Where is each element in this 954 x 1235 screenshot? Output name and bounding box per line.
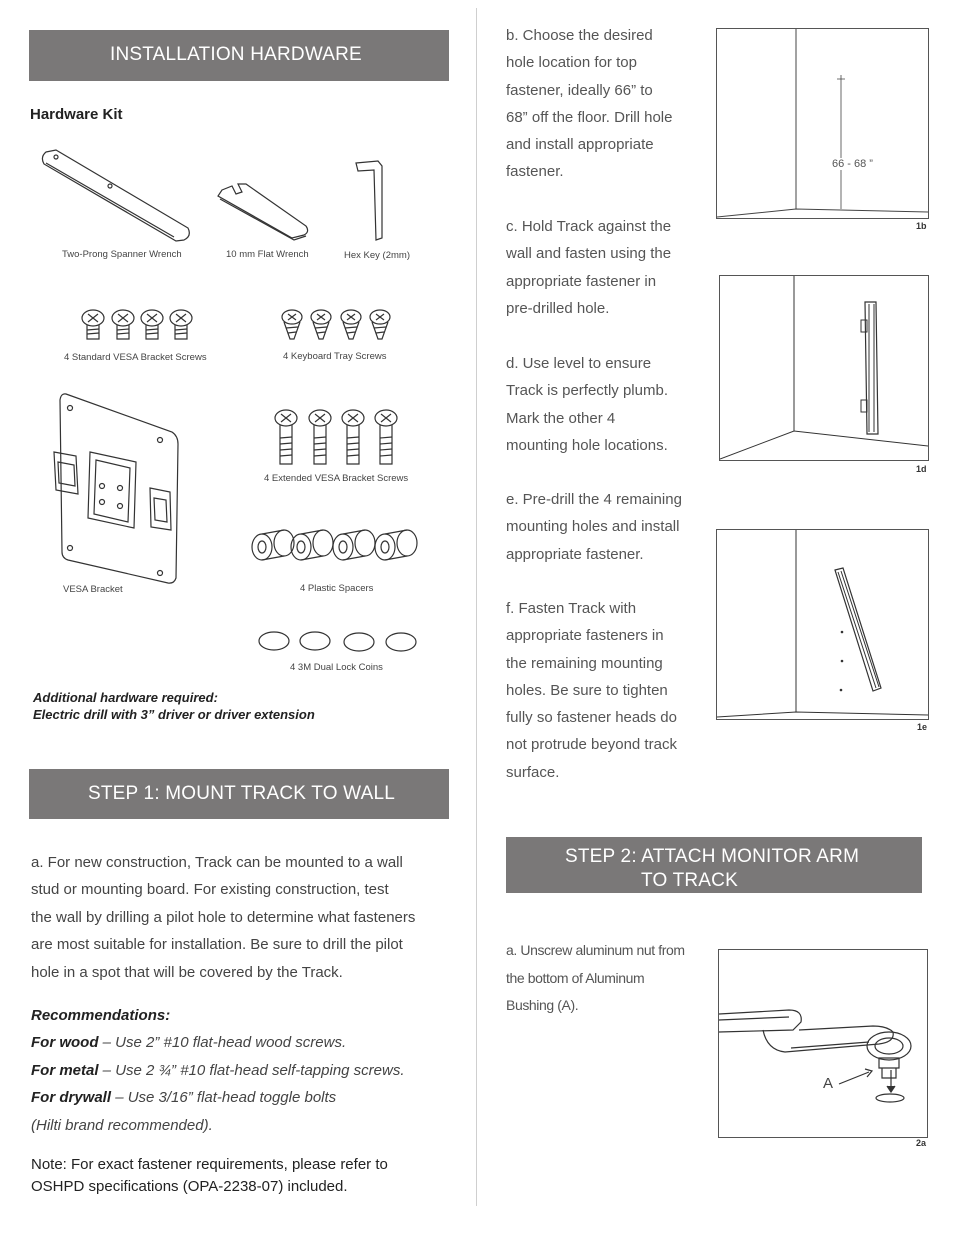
figure-1b-tag: 1b [916, 221, 927, 231]
step1-banner [29, 769, 449, 819]
label-extended-screws: 4 Extended VESA Bracket Screws [264, 473, 409, 484]
step-e-line: e. Pre-drill the 4 remaining [506, 491, 682, 508]
step-c-text [506, 213, 706, 322]
recommendations-title: Recommendations: [31, 1007, 171, 1024]
dual-lock-coins-image [259, 632, 416, 651]
hardware-kit-title: Hardware Kit [30, 106, 123, 123]
hardware-illustrations [0, 140, 470, 680]
plastic-spacers-image [252, 530, 417, 560]
step-c-line: wall and fasten using the [506, 245, 672, 263]
vesa-bracket-image [54, 394, 178, 583]
step2-a-line: the bottom of Aluminum [506, 969, 645, 986]
step-e-text [506, 486, 706, 568]
rec-metal [31, 1057, 461, 1084]
step-b-line: hole location for top [506, 54, 637, 72]
figure-1d [719, 275, 929, 461]
step-f-line: not protrude beyond track [506, 736, 677, 754]
label-keyboard-screws: 4 Keyboard Tray Screws [283, 351, 387, 362]
step1-a-line: the wall by drilling a pilot hole to determine what fasteners [31, 908, 416, 926]
figure-1b [716, 28, 929, 219]
step1-a-line: are most suitable for installation. Be sure to drill the pilot [31, 936, 403, 954]
step-b-text [506, 22, 706, 186]
keyboard-screws-image [282, 310, 390, 339]
step-c-line: c. Hold Track against the [506, 218, 672, 235]
step-f-line: fully so fastener heads do [506, 709, 677, 727]
spanner-wrench-image [42, 150, 189, 241]
column-divider [476, 8, 477, 1206]
extended-screws-image [275, 410, 397, 464]
step-b-line: 68” off the floor. Drill hole [506, 108, 673, 126]
figure-1e-tag: 1e [917, 722, 928, 732]
step-f-text [506, 595, 706, 786]
step-f-line: f. Fasten Track with [506, 600, 637, 617]
label-vesa-bracket: VESA Bracket [63, 584, 123, 595]
step-b-line: fastener, ideally 66” to [506, 81, 653, 99]
label-plastic-spacers: 4 Plastic Spacers [300, 583, 374, 594]
label-flat-wrench: 10 mm Flat Wrench [226, 249, 309, 260]
step2-a-line: Bushing (A). [506, 997, 579, 1013]
step-f-line: appropriate fasteners in [506, 627, 664, 645]
rec-drywall-label: For drywall [31, 1089, 112, 1107]
additional-line-1: Additional hardware required: [33, 690, 218, 705]
step-e-line: appropriate fastener. [506, 545, 644, 563]
flat-wrench-image [218, 184, 308, 240]
figure-1e-drawing [717, 530, 928, 719]
step-d-text [506, 350, 706, 459]
note-line-1: Note: For exact fastener requirements, please refer to [31, 1156, 388, 1173]
label-standard-screws: 4 Standard VESA Bracket Screws [64, 352, 207, 363]
standard-screws-image [82, 310, 192, 339]
rec-wood-label: For wood [31, 1034, 99, 1052]
oshpd-note [31, 1154, 388, 1198]
step-d-line: mounting hole locations. [506, 436, 668, 454]
step-b-line: fastener. [506, 163, 564, 181]
step2-banner [506, 837, 922, 893]
additional-hardware-note [33, 689, 315, 723]
label-hex-key: Hex Key (2mm) [344, 250, 410, 261]
step2-a-text [506, 937, 711, 1020]
step2-a-line: a. Unscrew aluminum nut from [506, 942, 685, 958]
rec-drywall-text-2: (Hilti brand recommended). [31, 1116, 213, 1134]
note-line-2: OSHPD specifications (OPA-2238-07) included. [31, 1178, 348, 1195]
step-c-line: appropriate fastener in [506, 272, 657, 290]
figure-1b-dimension: 66 - 68 ” [832, 158, 873, 170]
figure-2a-drawing [719, 950, 927, 1137]
rec-wood [31, 1029, 461, 1056]
step-d-line: d. Use level to ensure [506, 355, 652, 372]
hex-key-image [356, 161, 382, 240]
step1-a-line: hole in a spot that will be covered by the Track. [31, 963, 343, 981]
step-f-line: holes. Be sure to tighten [506, 681, 668, 699]
step1-a-line: stud or mounting board. For existing construction, test [31, 881, 389, 899]
installation-hardware-banner [29, 30, 449, 81]
step-b-line: and install appropriate [506, 136, 654, 154]
label-dual-lock-coins: 4 3M Dual Lock Coins [290, 662, 383, 673]
figure-2a-tag: 2a [916, 1138, 927, 1148]
additional-line-2: Electric drill with 3” driver or driver extension [33, 707, 315, 722]
step-e-line: mounting holes and install [506, 518, 680, 536]
figure-1b-drawing [717, 29, 928, 218]
step1-a-text [31, 849, 461, 986]
rec-metal-label: For metal [31, 1061, 99, 1079]
step-b-line: b. Choose the desired [506, 27, 653, 44]
figure-1e [716, 529, 929, 720]
step1-a-line: a. For new construction, Track can be mounted to a wall [31, 854, 403, 871]
step-f-line: surface. [506, 763, 560, 781]
rec-drywall [31, 1084, 461, 1111]
rec-drywall-text: – Use 3/16” flat-head toggle bolts [111, 1089, 337, 1107]
step-c-line: pre-drilled hole. [506, 299, 610, 317]
step1-title: STEP 1: MOUNT TRACK TO WALL [88, 783, 396, 804]
step-d-line: Mark the other 4 [506, 409, 616, 427]
figure-2a [718, 949, 928, 1138]
rec-wood-text: – Use 2” #10 flat-head wood screws. [98, 1034, 347, 1052]
step2-title-line-1: STEP 2: ATTACH MONITOR ARM [565, 846, 860, 867]
label-spanner-wrench: Two-Prong Spanner Wrench [62, 249, 182, 260]
figure-2a-callout: A [823, 1075, 834, 1092]
banner-title: INSTALLATION HARDWARE [110, 44, 362, 65]
figure-1d-drawing [720, 276, 928, 460]
step2-title-line-2: TO TRACK [641, 870, 738, 891]
figure-1d-tag: 1d [916, 464, 927, 474]
step-d-line: Track is perfectly plumb. [506, 382, 668, 400]
rec-metal-text: – Use 2 ¾” #10 flat-head self-tapping screws. [98, 1061, 405, 1079]
recommendations-block [31, 1002, 461, 1139]
step-f-line: the remaining mounting [506, 654, 663, 672]
